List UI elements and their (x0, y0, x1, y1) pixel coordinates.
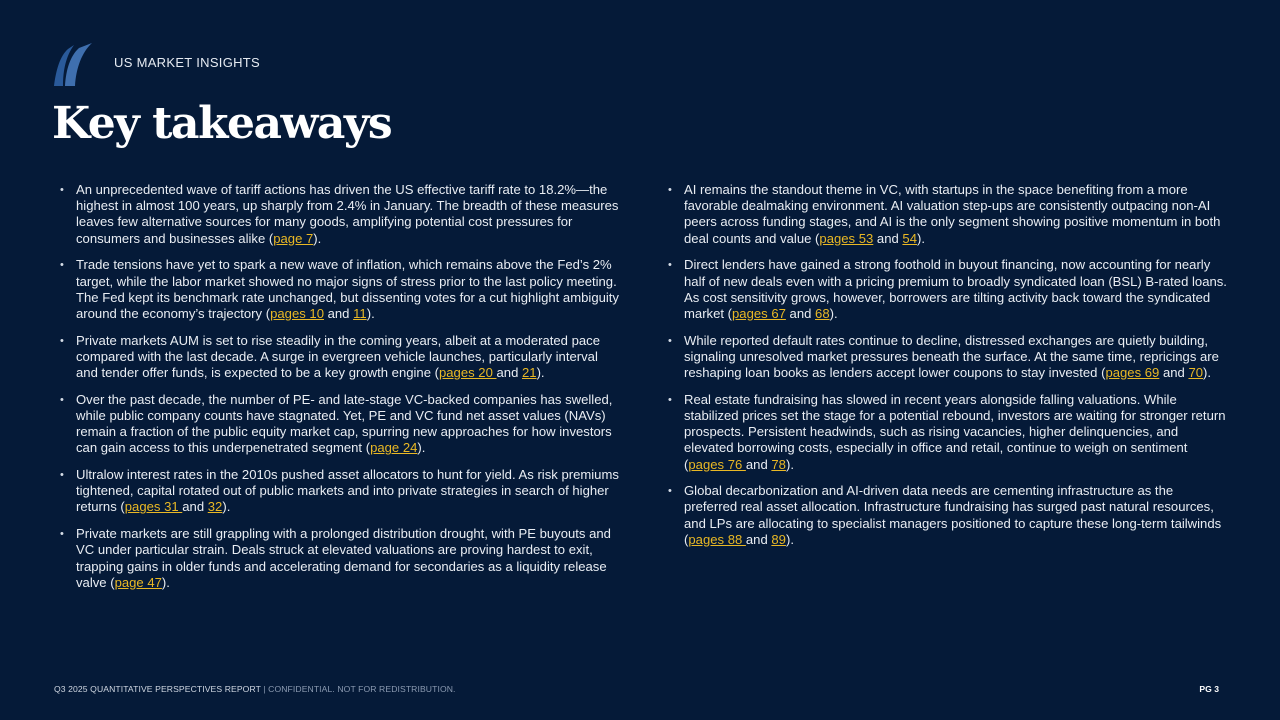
page-reference-link[interactable]: 32 (207, 499, 223, 515)
page-reference-link[interactable]: pages 10 (270, 305, 324, 321)
page-title: Key takeaways (52, 98, 392, 149)
page-reference-link[interactable]: pages 69 (1105, 365, 1160, 381)
page-reference-link[interactable]: 54 (902, 230, 917, 246)
bullet-item (668, 392, 1228, 473)
page-reference-link[interactable]: pages 88 (688, 531, 746, 547)
bullet-item (60, 467, 620, 516)
bullet-text: Direct lenders have gained a strong foothold in buyout financing, now accounting for nearly half of new deals even with a pricing premium to broadly syndicated loan (BSL) B-rated loans. As cost sensitivity grows, however, borrowers are tilting activity back toward the syndicated market ( (684, 257, 1227, 321)
bullet-text: ). (1203, 365, 1212, 381)
right-column (668, 182, 1228, 559)
page-number: PG 3 (1199, 684, 1219, 694)
footer-confidential: CONFIDENTIAL. NOT FOR REDISTRIBUTION. (268, 684, 456, 694)
bullet-text: ). (536, 365, 545, 381)
bullet-text: ). (785, 456, 794, 472)
bullet-text: and (745, 456, 772, 472)
bullet-text: and (1159, 365, 1189, 381)
bullet-item (668, 483, 1228, 548)
page-reference-link[interactable]: 21 (521, 365, 537, 381)
bullet-text: ). (366, 305, 375, 321)
page-reference-link[interactable]: 68 (815, 305, 830, 321)
bullet-text: and (873, 230, 903, 246)
bullet-text: Private markets AUM is set to rise steadily in the coming years, albeit at a moderated pace compared with the last decade. A surge in evergreen vehicle launches, particularly interval and tender offer funds, is expected to be a key growth engine ( (76, 332, 600, 381)
right-bullet-list (668, 182, 1228, 548)
bullet-text: Ultralow interest rates in the 2010s pushed asset allocators to hunt for yield. As risk premiums tightened, capital rotated out of public markets and into private strategies in search of higher returns ( (76, 467, 619, 515)
bullet-item (60, 392, 620, 457)
bullet-text: ). (917, 230, 925, 246)
sail-logo-icon (52, 42, 96, 86)
bullet-text: ). (829, 305, 838, 321)
left-bullet-list (60, 182, 620, 591)
bullet-text: Global decarbonization and AI-driven data needs are cementing infrastructure as the preferred real asset allocation. Infrastructure fundraising has surged past natural resources, and LPs are allocating to specialist managers positioned to capture these long-term tailwinds ( (684, 483, 1222, 547)
bullet-text: and (745, 531, 772, 547)
page-reference-link[interactable]: 70 (1188, 365, 1204, 381)
left-column (60, 182, 620, 601)
section-eyebrow: US MARKET INSIGHTS (114, 55, 261, 70)
page-reference-link[interactable]: 78 (771, 456, 786, 472)
page-reference-link[interactable]: page 7 (273, 230, 314, 246)
page-reference-link[interactable]: pages 20 (438, 365, 497, 381)
bullet-text: Trade tensions have yet to spark a new wave of inflation, which remains above the Fed’s 2% target, while the labor market showed no major signs of stress prior to the last policy meeting. The Fed kept its benchmark rate unchanged, but dissenting votes for a cut highlight ambiguity around the economy’s trajectory ( (76, 257, 619, 321)
bullet-text: ). (161, 574, 170, 590)
bullet-text: ). (417, 440, 426, 456)
page-reference-link[interactable]: 11 (353, 305, 367, 321)
bullet-item (60, 333, 620, 382)
bullet-text: Private markets are still grappling with a prolonged distribution drought, with PE buyouts and VC under particular strain. Deals struck at elevated valuations are proving hardest to exit, trapping gains in older funds and accelerating demand for secondaries as a liquidity release valve ( (76, 526, 611, 590)
footer-report-name: Q3 2025 QUANTITATIVE PERSPECTIVES REPORT (54, 684, 261, 694)
bullet-item (668, 333, 1228, 382)
page-reference-link[interactable]: pages 67 (732, 305, 786, 321)
bullet-text: and (182, 499, 208, 515)
page-reference-link[interactable]: pages 76 (688, 456, 746, 472)
page-reference-link[interactable]: 89 (771, 531, 786, 547)
page-reference-link[interactable]: page 47 (114, 574, 162, 590)
bullet-text: AI remains the standout theme in VC, with startups in the space benefiting from a more favorable dealmaking environment. AI valuation step-ups are consistently outpacing non-AI peers across funding stages, and AI is the only segment showing positive momentum in both deal counts and value ( (684, 182, 1221, 246)
bullet-item (60, 526, 620, 591)
bullet-text: ). (222, 499, 231, 515)
bullet-text: and (785, 305, 816, 321)
page-reference-link[interactable]: pages 53 (819, 230, 874, 246)
bullet-item (60, 182, 620, 247)
bullet-text: ). (785, 531, 794, 547)
bullet-item (668, 182, 1228, 247)
bullet-text: Over the past decade, the number of PE- and late-stage VC-backed companies has swelled, while public company counts have stagnated. Yet, PE and VC fund net asset values (NAVs) remain a fraction of the public equity market cap, spurring new approaches for how investors can gain access to this underpenetrated segment ( (76, 391, 613, 456)
bullet-text: Real estate fundraising has slowed in recent years alongside falling valuations. While stabilized prices set the stage for a potential rebound, investors are waiting for stronger return prospects. Persistent headwinds, such as rising vacancies, higher delinquencies, and elevated borrowing costs, especially in office and retail, continue to weigh on sentiment ( (684, 391, 1226, 472)
footer (54, 684, 456, 694)
page-reference-link[interactable]: page 24 (370, 440, 418, 456)
bullet-text: and (496, 365, 522, 381)
bullet-text: While reported default rates continue to decline, distressed exchanges are quietly building, signaling unresolved market pressures beneath the surface. At the same time, repricings are reshaping loan books as lenders accept lower coupons to stay invested ( (684, 332, 1219, 381)
bullet-text: and (323, 305, 354, 321)
footer-separator: | (263, 684, 266, 694)
bullet-item (668, 257, 1228, 322)
bullet-text: An unprecedented wave of tariff actions has driven the US effective tariff rate to 18.2%—the highest in almost 100 years, up sharply from 2.4% in January. The breadth of these measures leaves few alternative sources for many goods, amplifying potential cost pressures for consumers and businesses alike ( (76, 182, 619, 246)
bullet-item (60, 257, 620, 322)
page-reference-link[interactable]: pages 31 (124, 499, 183, 515)
bullet-text: ). (313, 230, 322, 246)
